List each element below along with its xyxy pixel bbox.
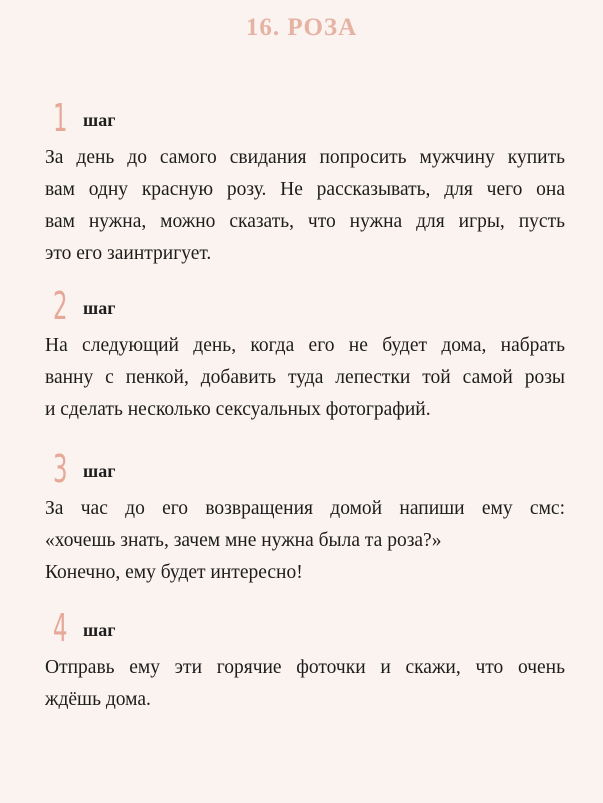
text-line: На следующий день, когда его не будет дома, набрать <box>45 335 565 356</box>
step-label: шаг <box>83 110 116 130</box>
step-header <box>45 284 565 330</box>
step-text <box>45 493 565 589</box>
text-line: Конечно, ему будет интересно! <box>45 562 303 583</box>
page-title: 16. РОЗА <box>245 14 358 41</box>
step-header <box>45 447 565 493</box>
text-line: Отправь ему эти горячие фоточки и скажи, что очень <box>45 657 565 678</box>
text-line: вам одну красную розу. Не рассказывать, для чего она <box>45 179 565 200</box>
step-header <box>45 606 565 652</box>
step-label: шаг <box>83 461 116 481</box>
text-line: вам нужна, можно сказать, что нужна для игры, пусть <box>45 211 565 232</box>
step-text <box>45 142 565 270</box>
text-line: ждёшь дома. <box>45 689 151 710</box>
step-number: 2 <box>53 284 68 328</box>
step-text <box>45 652 565 716</box>
step-4 <box>45 606 565 716</box>
text-line: За час до его возвращения домой напиши ему смс: <box>45 498 565 519</box>
text-line: ванну с пенкой, добавить туда лепестки той самой розы <box>45 367 565 388</box>
step-2 <box>45 284 565 426</box>
text-line: За день до самого свидания попросить мужчину купить <box>45 147 565 168</box>
step-1 <box>45 96 565 270</box>
step-number: 1 <box>53 96 68 140</box>
step-number: 3 <box>53 447 68 491</box>
text-line: это его заинтригует. <box>45 243 212 264</box>
step-header <box>45 96 565 142</box>
step-label: шаг <box>83 620 116 640</box>
step-text <box>45 330 565 426</box>
step-number: 4 <box>53 606 68 650</box>
text-line: «хочешь знать, зачем мне нужна была та роза?» <box>45 530 442 551</box>
text-line: и сделать несколько сексуальных фотографий. <box>45 399 431 420</box>
step-3 <box>45 447 565 589</box>
step-label: шаг <box>83 298 116 318</box>
